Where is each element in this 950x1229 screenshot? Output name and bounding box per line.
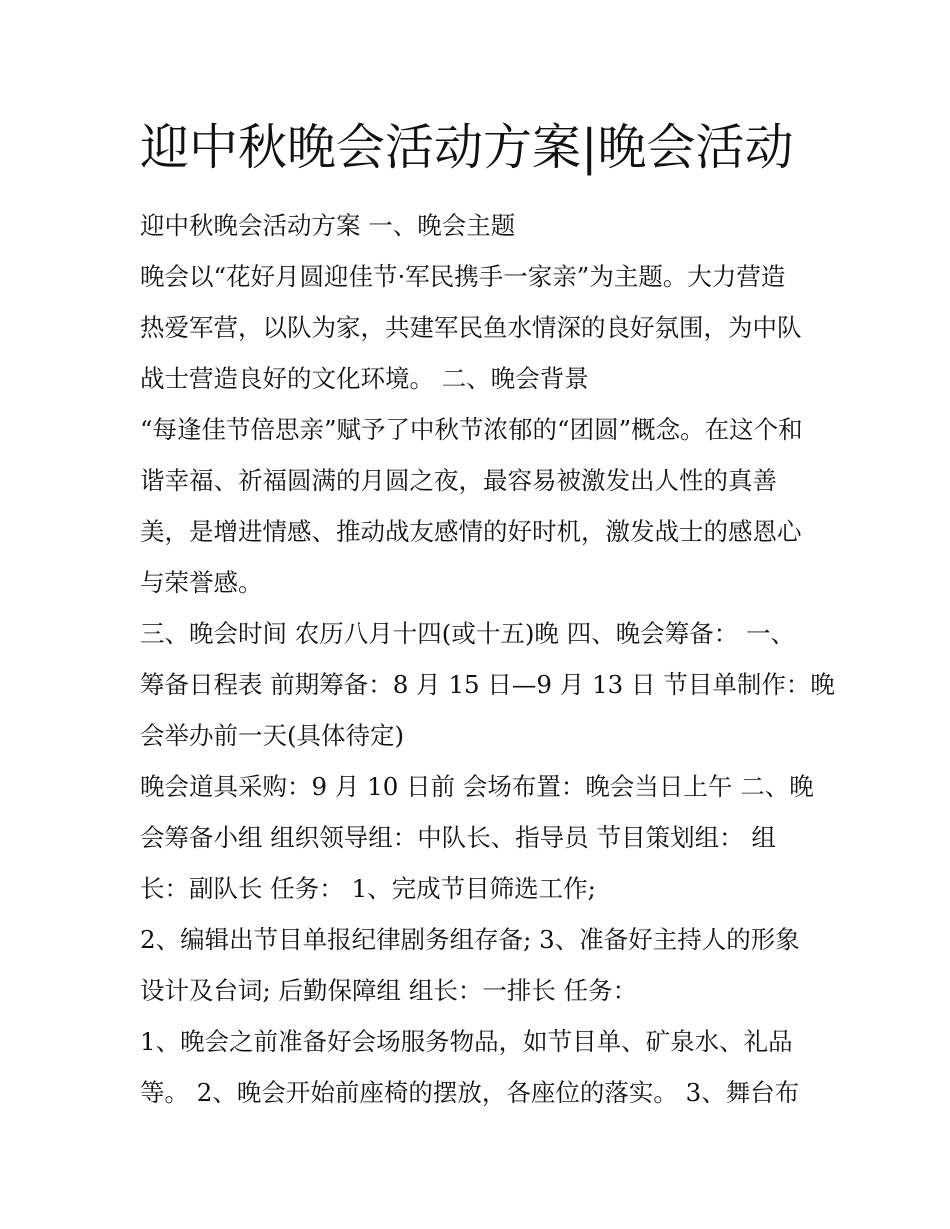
text-line: 迎中秋晚会活动方案 一、晚会主题	[140, 211, 516, 240]
text-line: “每逢佳节倍思亲”赋予了中秋节浓郁的“团圆”概念。在这个和	[140, 415, 803, 444]
text-line: 晚会以“花好月圆迎佳节·军民携手一家亲”为主题。大力营造	[140, 262, 786, 291]
text-line: 设计及台词; 后勤保障组 组长：一排长 任务：	[140, 976, 638, 1005]
paragraph-3	[140, 404, 820, 608]
text-line: 晚会道具采购：9 月 10 日前 会场布置：晚会当日上午 二、晚	[140, 772, 814, 801]
text-line: 与荣誉感。	[140, 568, 263, 597]
text-line: 长：副队长 任务： 1、完成节目筛选工作;	[140, 874, 596, 903]
paragraph-2	[140, 251, 820, 404]
text-line: 会举办前一天(具体待定)	[140, 721, 405, 750]
document-title: 迎中秋晚会活动方案|晚会活动	[140, 119, 794, 176]
text-line: 筹备日程表 前期筹备：8 月 15 日—9 月 13 日 节目单制作：晚	[140, 670, 835, 699]
paragraph-1	[140, 200, 820, 251]
text-line: 会筹备小组 组织领导组：中队长、指导员 节目策划组： 组	[140, 823, 776, 852]
paragraph-7	[140, 1016, 820, 1118]
text-line: 美，是增进情感、推动战友感情的好时机，激发战士的感恩心	[140, 517, 802, 546]
paragraph-5	[140, 761, 820, 914]
text-line: 2、编辑出节目单报纪律剧务组存备; 3、准备好主持人的形象	[140, 925, 800, 954]
document-page	[140, 110, 835, 1118]
text-line: 战士营造良好的文化环境。 二、晚会背景	[140, 364, 589, 393]
paragraph-4	[140, 608, 835, 761]
text-line: 等。 2、晚会开始前座椅的摆放，各座位的落实。 3、舞台布	[140, 1078, 800, 1107]
text-line: 三、晚会时间 农历八月十四(或十五)晚 四、晚会筹备： 一、	[140, 619, 795, 648]
paragraph-6	[140, 914, 820, 1016]
text-line: 热爱军营，以队为家，共建军民鱼水情深的良好氛围，为中队	[140, 313, 802, 342]
text-line: 谐幸福、祈福圆满的月圆之夜，最容易被激发出人性的真善	[140, 466, 777, 495]
text-line: 1、晚会之前准备好会场服务物品，如节目单、矿泉水、礼品	[140, 1027, 793, 1056]
